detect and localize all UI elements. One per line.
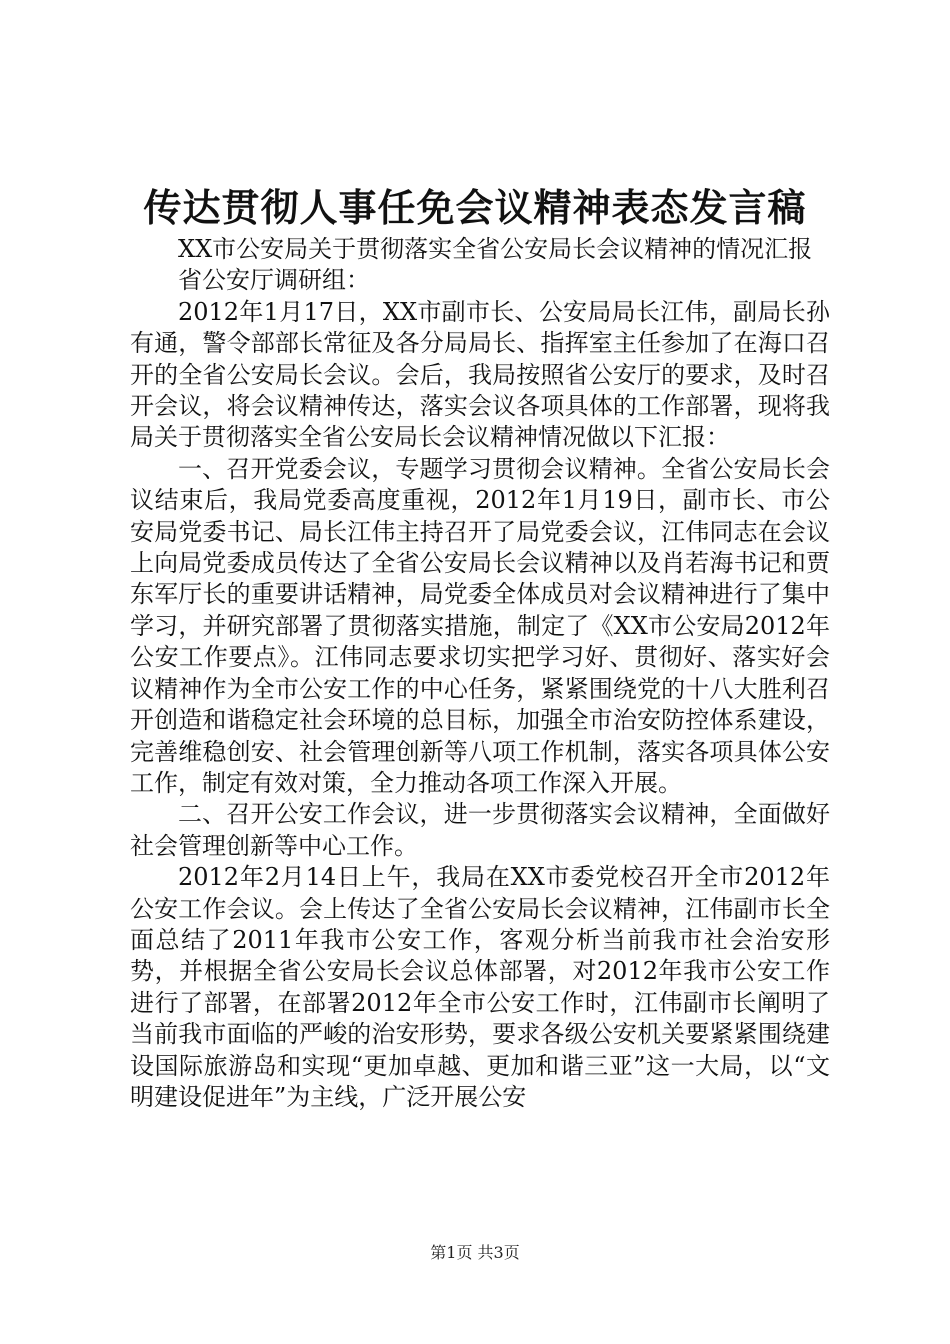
paragraph-section-two-detail: 2012年2月14日上午，我局在XX市委党校召开全市2012年公安工作会议。会上传达了全省公安局长会议精神，江伟副市长全面总结了2011年我市公安工作，客观分析当前我市社会治安形势，并根据全省公安局长会议总体部署，对2012年我市公安工作进行了部署，在部署2012年全市公安工作时，江伟副市长阐明了当前我市面临的严峻的治安形势，要求各级公安机关要紧紧围绕建设国际旅游岛和实现“更加卓越、更加和谐三亚”这一大局，以“文明建设促进年”为主线，广泛开展公安	[130, 863, 830, 1111]
paragraph-intro: 2012年1月17日，XX市副市长、公安局局长江伟，副局长孙有通，警令部部长常征及各分局局长、指挥室主任参加了在海口召开的全省公安局长会议。会后，我局按照省公安厅的要求，及时召开会议，将会议精神传达，落实会议各项具体的工作部署，现将我局关于贯彻落实全省公安局长会议精神情况做以下汇报：	[130, 297, 830, 452]
document-title: 传达贯彻人事任免会议精神表态发言稿	[143, 185, 807, 230]
paragraph-section-two: 二、召开公安工作会议，进一步贯彻落实会议精神，全面做好社会管理创新等中心工作。	[130, 800, 830, 860]
paragraph-salutation: 省公安厅调研组：	[178, 266, 370, 295]
page-footer: 第1页 共3页	[430, 1243, 520, 1262]
paragraph-section-one: 一、召开党委会议，专题学习贯彻会议精神。全省公安局长会议结束后，我局党委高度重视，2012年1月19日，副市长、市公安局党委书记、局长江伟主持召开了局党委会议，江伟同志在会议上向局党委成员传达了全省公安局长会议精神以及肖若海书记和贾东军厅长的重要讲话精神，局党委全体成员对会议精神进行了集中学习，并研究部署了贯彻落实措施，制定了《XX市公安局2012年公安工作要点》。江伟同志要求切实把学习好、贯彻好、落实好会议精神作为全市公安工作的中心任务，紧紧围绕党的十八大胜利召开创造和谐稳定社会环境的总目标，加强全市治安防控体系建设，完善维稳创安、社会管理创新等八项工作机制，落实各项具体公安工作，制定有效对策，全力推动各项工作深入开展。	[130, 454, 830, 797]
document-body	[130, 234, 830, 1113]
paragraph-report-heading: XX市公安局关于贯彻落实全省公安局长会议精神的情况汇报	[178, 235, 813, 263]
